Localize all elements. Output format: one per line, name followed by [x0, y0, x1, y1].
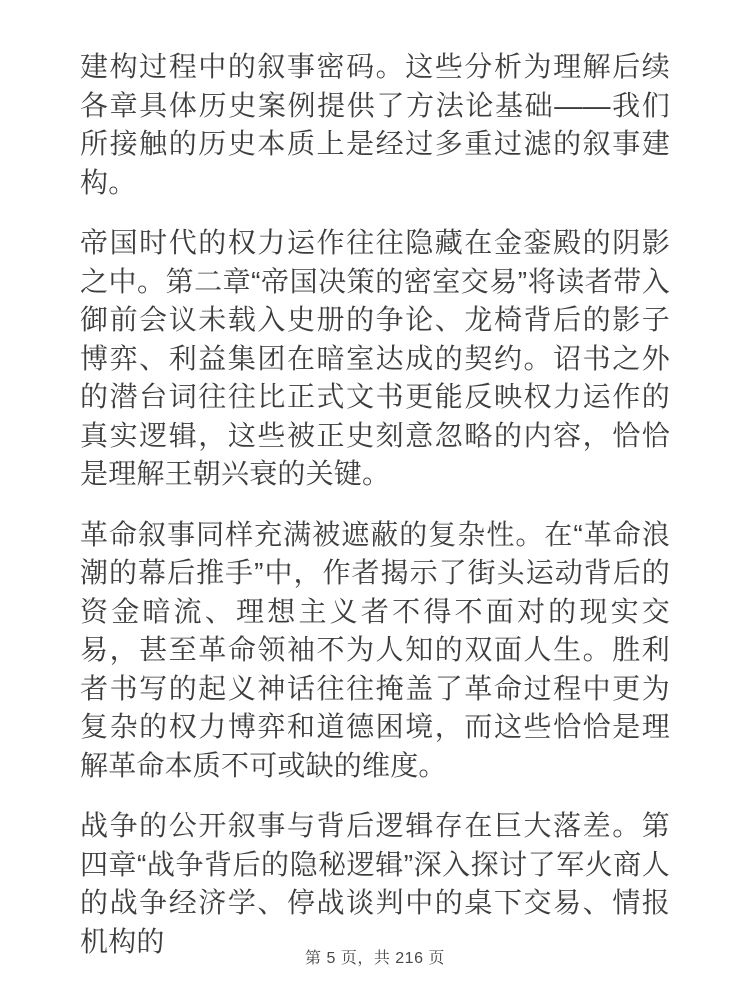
- paragraph: 革命叙事同样充满被遮蔽的复杂性。在“革命浪潮的幕后推手”中，作者揭示了街头运动背后的资金暗流、理想主义者不得不面对的现实交易，甚至革命领袖不为人知的双面人生。胜利者书写的起义神话往往掩盖了革命过程中更为复杂的权力博弈和道德困境，而这些恰恰是理解革命本质不可或缺的维度。: [80, 518, 670, 781]
- paragraph: 战争的公开叙事与背后逻辑存在巨大落差。第四章“战争背后的隐秘逻辑”深入探讨了军火商人的战争经济学、停战谈判中的桌下交易、情报机构的: [80, 810, 670, 957]
- page-number-indicator: 第 5 页，共 216 页: [305, 950, 445, 967]
- paragraph: 帝国时代的权力运作往往隐藏在金銮殿的阴影之中。第二章“帝国决策的密室交易”将读者带入御前会议未载入史册的争论、龙椅背后的影子博弈、利益集团在暗室达成的契约。诏书之外的潜台词往往比正式文书更能反映权力运作的真实逻辑，这些被正史刻意忽略的内容，恰恰是理解王朝兴衰的关键。: [80, 227, 670, 489]
- paragraph: 建构过程中的叙事密码。这些分析为理解后续各章具体历史案例提供了方法论基础——我们所接触的历史本质上是经过多重过滤的叙事建构。: [80, 51, 670, 198]
